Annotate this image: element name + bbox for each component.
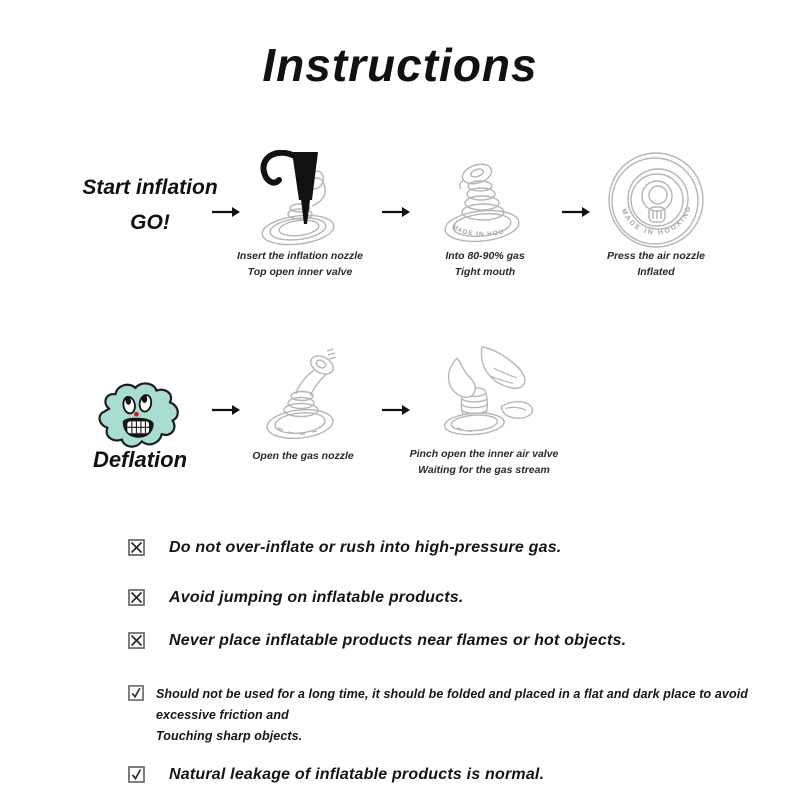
red-nose (134, 412, 139, 417)
inflation-step3-caption: Press the air nozzle Inflated (606, 250, 706, 278)
warning-text: Should not be used for a long time, it should be folded and placed in a flat and dark place to avoid excessive friction and Touching sharp objects. (156, 687, 748, 743)
page-title: Instructions (262, 39, 538, 91)
crossed-checkbox-icon (128, 539, 145, 556)
warning-text: Never place inflatable products near flames or hot objects. (169, 632, 627, 649)
svg-text:MADE IN HOUXING (620, 204, 694, 237)
warning-item (128, 538, 561, 557)
right-arrow-icon (211, 403, 241, 417)
checked-checkbox-icon (128, 685, 144, 701)
inflation-step2-illustration (434, 152, 530, 248)
warning-text: Avoid jumping on inflatable products. (169, 589, 464, 606)
thumb (449, 358, 476, 397)
warning-text: Natural leakage of inflatable products is normal. (169, 766, 545, 783)
go-text: GO! (130, 211, 170, 234)
inflation-step3-illustration (606, 150, 706, 250)
hand (481, 347, 524, 389)
crossed-checkbox-icon (128, 632, 145, 649)
warning-text: Do not over-inflate or rush into high-pressure gas. (169, 539, 562, 556)
valve-base-text: MADE IN HOU (450, 223, 506, 239)
right-arrow-icon (381, 205, 411, 219)
checked-checkbox-icon (128, 766, 145, 783)
inflation-start-label (70, 176, 230, 235)
svg-text:MADE IN HOU (451, 224, 506, 238)
inflation-step2-caption: Into 80-90% gas Tight mouth (445, 250, 525, 278)
start-inflation-text: Start inflation (82, 176, 218, 199)
crossed-checkbox-icon (128, 589, 145, 606)
deflated-material (501, 402, 532, 419)
warning-item (128, 684, 788, 747)
warning-item (128, 588, 464, 607)
deflated-blob-mascot (92, 378, 188, 454)
valve-ring-text: MADE IN HOUXING (619, 204, 694, 237)
inflation-step1-caption: Insert the inflation nozzle Top open inner valve (236, 250, 363, 278)
warning-item (128, 765, 544, 784)
warning-item (128, 631, 626, 650)
inflation-step1-illustration (252, 150, 348, 248)
right-arrow-icon (211, 205, 241, 219)
deflation-step1-illustration (258, 348, 346, 443)
deflation-label: Deflation (92, 447, 188, 472)
deflation-step2-caption: Pinch open the inner air valve Waiting for the gas stream (409, 448, 559, 476)
deflation-step2-illustration (430, 346, 536, 442)
pump-nozzle (292, 152, 318, 200)
deflation-step1-caption: Open the gas nozzle (252, 450, 354, 462)
right-arrow-icon (381, 403, 411, 417)
right-arrow-icon (561, 205, 591, 219)
